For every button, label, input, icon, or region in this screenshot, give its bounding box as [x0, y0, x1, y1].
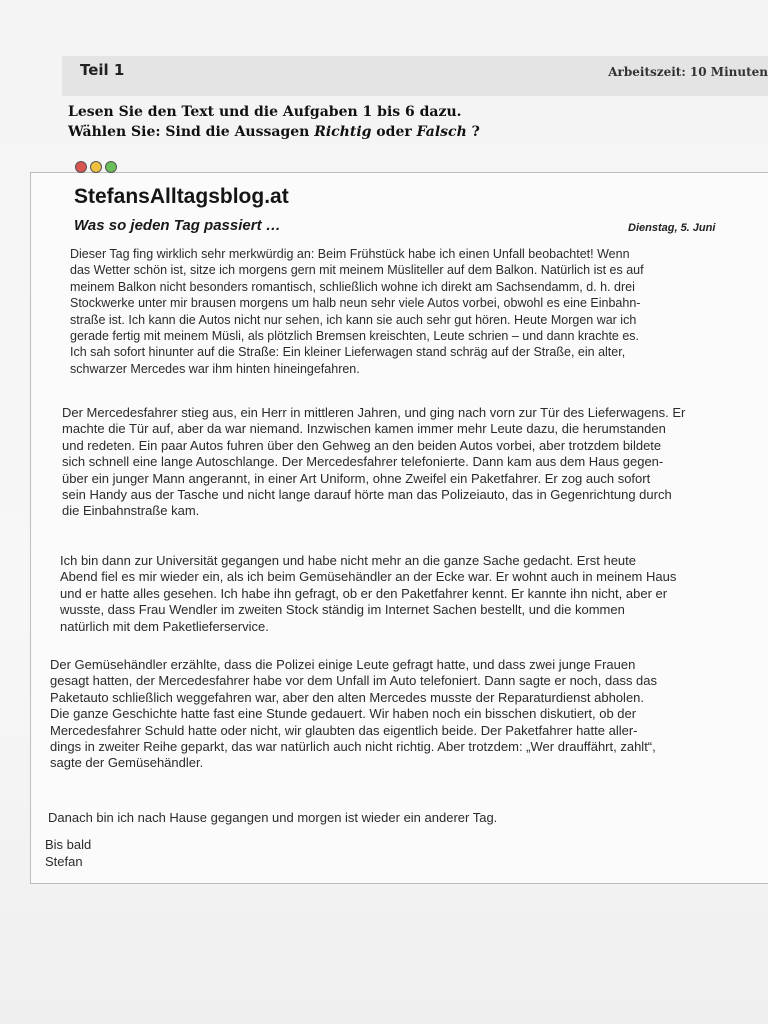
maximize-dot-icon	[105, 161, 117, 173]
text-line: Ich bin dann zur Universität gegangen und habe nicht mehr an die ganze Sache gedacht. Erst heute	[60, 553, 636, 568]
option-richtig: Richtig	[314, 124, 372, 140]
text-line: Stefan	[45, 854, 83, 869]
text-line: Die ganze Geschichte hatte fast eine Stunde gedauert. Wir haben noch ein bisschen diskutiert, ob der	[50, 706, 637, 722]
instruction-line-2: Wählen Sie: Sind die Aussagen Richtig oder Falsch ?	[68, 124, 480, 140]
blog-signoff	[45, 836, 745, 870]
text-line: dings in zweiter Reihe geparkt, das war natürlich auch nicht richtig. Aber trotzdem: „Wer drauffährt, zahlt“,	[50, 739, 656, 755]
text-line: straße ist. Ich kann die Autos nicht nur sehen, ich kann sie auch sehr gut hören. Heute Morgen war ich	[70, 312, 637, 327]
text-line: Danach bin ich nach Hause gegangen und morgen ist wieder ein anderer Tag.	[48, 810, 498, 825]
text-line: gerade fertig mit meinem Müsli, als plötzlich Bremsen kreischten, Leute schrien – und dann krachte es.	[70, 329, 640, 344]
section-title: Teil 1	[80, 61, 125, 79]
text-line: schwarzer Mercedes war ihm hinten hineingefahren.	[70, 361, 360, 376]
text-line: und redeten. Ein paar Autos fuhren über den Gehweg an den beiden Autos vorbei, aber trotzdem bildete	[62, 437, 662, 453]
text-line: sagte der Gemüsehändler.	[50, 755, 204, 771]
text-line: über ein junger Mann angerannt, in einer Art Uniform, ohne Zweifel ein Paketfahrer. Er zog auch sofort	[62, 470, 651, 486]
window-controls	[75, 161, 117, 173]
text-line: sich schnell eine lange Autoschlange. Der Mercedesfahrer telefonierte. Dann kam aus dem Haus gegen-	[62, 454, 664, 470]
text-line: Abend fiel es mir wieder ein, als ich beim Gemüsehändler an der Ecke war. Er wohnt auch in meinem Haus	[60, 569, 677, 585]
text-line: meinem Balkon nicht besonders romantisch, schließlich wohne ich direkt am Sachsendamm, d. h. drei	[70, 279, 635, 294]
text-line: sein Handy aus der Tasche und nicht lange darauf hörte man das Polizeiauto, das in Gegenrichtung durch	[62, 487, 672, 503]
blog-subtitle: Was so jeden Tag passiert …	[74, 217, 281, 234]
option-falsch: Falsch	[416, 124, 467, 140]
blog-paragraph-3	[60, 553, 760, 635]
text-line: gesagt hatten, der Mercedesfahrer habe vor dem Unfall im Auto telefoniert. Dann sagte er noch, dass das	[50, 673, 658, 689]
blog-title: StefansAlltagsblog.at	[74, 185, 289, 208]
blog-date: Dienstag, 5. Juni	[628, 222, 716, 234]
blog-paragraph-5	[48, 810, 748, 826]
text-line: Dieser Tag fing wirklich sehr merkwürdig an: Beim Frühstück habe ich einen Unfall beobachtet! Wenn	[70, 247, 630, 261]
text-line: das Wetter schön ist, sitze ich morgens gern mit meinem Müsliteller auf dem Balkon. Natürlich ist es auf	[70, 263, 644, 278]
blog-paragraph-1	[70, 246, 768, 377]
text-line: Mercedesfahrer Schuld hatte oder nicht, wir glaubten das eigentlich beide. Der Paketfahrer hatte aller-	[50, 722, 638, 738]
text-line: natürlich mit dem Paketlieferservice.	[60, 618, 269, 634]
text-line: Ich sah sofort hinunter auf die Straße: Ein kleiner Lieferwagen stand schräg auf der Straße, ein alter,	[70, 345, 626, 360]
text-line: Der Gemüsehändler erzählte, dass die Polizei einige Leute gefragt hatte, und dass zwei junge Frauen	[50, 657, 636, 672]
text-line: Der Mercedesfahrer stieg aus, ein Herr in mittleren Jahren, und ging nach vorn zur Tür des Lieferwagens. Er	[62, 405, 686, 420]
instruction-line-1: Lesen Sie den Text und die Aufgaben 1 bis 6 dazu.	[68, 104, 462, 120]
text-line: Bis bald	[45, 837, 92, 852]
text-line: wusste, dass Frau Wendler im zweiten Stock ständig im Internet Sachen bestellt, und die kommen	[60, 602, 625, 618]
text-line: die Einbahnstraße kam.	[62, 503, 200, 519]
text-line: Paketauto schließlich weggefahren war, aber den alten Mercedes musste der Reparaturdienst abholen.	[50, 689, 645, 705]
minimize-dot-icon	[90, 161, 102, 173]
work-time-label: Arbeitszeit: 10 Minuten	[608, 65, 768, 79]
text-line: Stockwerke unter mir brausen morgens um halb neun sehr viele Autos vorbei, obwohl es eine Einbahn-	[70, 296, 641, 311]
blog-paragraph-4	[50, 657, 750, 772]
close-dot-icon	[75, 161, 87, 173]
text-line: machte die Tür auf, aber da war niemand. Inzwischen kamen immer mehr Leute dazu, die herumstanden	[62, 421, 666, 437]
blog-paragraph-2	[62, 405, 762, 520]
text-line: und er hatte alles gesehen. Ich habe ihn gefragt, ob er den Paketfahrer kennt. Er kannte ihn nicht, aber er	[60, 585, 668, 601]
